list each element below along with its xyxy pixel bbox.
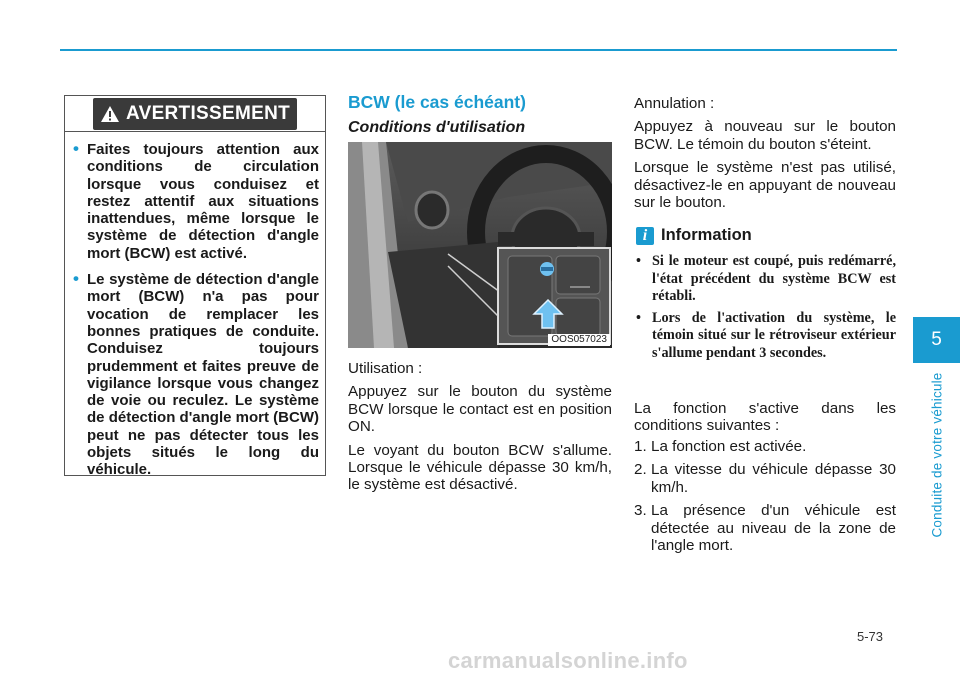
usage-label: Utilisation :	[348, 360, 423, 377]
warning-list	[73, 141, 319, 488]
info-item	[636, 310, 896, 363]
warning-item	[73, 141, 319, 262]
condition-number: 2.	[634, 461, 647, 479]
condition-number: 3.	[634, 502, 647, 520]
usage-paragraph-1: Appuyez sur le bouton du système BCW lorsque le contact est en position ON.	[348, 383, 612, 436]
conditions-list	[634, 438, 896, 560]
cancel-paragraph-1: Appuyez à nouveau sur le bouton BCW. Le témoin du bouton s'éteint.	[634, 118, 896, 153]
chapter-tab: 5	[913, 317, 960, 363]
bullet-icon: •	[73, 139, 79, 158]
condition-text: La fonction est activée.	[651, 438, 807, 455]
info-title: Information	[661, 226, 752, 244]
top-rule	[60, 49, 897, 51]
image-code: OOS057023	[548, 334, 610, 346]
watermark: carmanualsonline.info	[448, 648, 688, 673]
cancel-label: Annulation :	[634, 95, 715, 112]
bullet-icon: •	[636, 309, 641, 326]
warning-box	[64, 95, 326, 479]
page-number: 5-73	[857, 629, 884, 644]
warning-item-text: Faites toujours attention aux conditions de circulation lorsque vous conduisez et restez attentif aux situations inattendues, même lorsque le système de détection d'angle mort (BCW) est activé.	[87, 141, 319, 262]
condition-item	[634, 502, 896, 554]
info-icon: i	[636, 227, 654, 245]
cancel-paragraph-2: Lorsque le système n'est pas utilisé, désactivez-le en appuyant de nouveau sur le bouton.	[634, 159, 896, 212]
section-subtitle: Conditions d'utilisation	[348, 119, 526, 136]
usage-block	[348, 360, 612, 494]
condition-item	[634, 438, 896, 455]
usage-paragraph-2: Le voyant du bouton BCW s'allume. Lorsque le véhicule dépasse 30 km/h, le système est désactivé.	[348, 441, 612, 494]
bullet-icon: •	[636, 253, 641, 269]
warning-title-tab	[93, 98, 297, 130]
bullet-icon: •	[73, 269, 79, 289]
warning-item	[73, 271, 319, 479]
info-item-text: Lors de l'activation du système, le témoin situé sur le rétroviseur extérieur s'allume pendant 3 secondes.	[652, 309, 896, 361]
info-list	[636, 253, 896, 367]
conditions-intro: La fonction s'active dans les conditions suivantes :	[634, 400, 896, 435]
info-item-text: Si le moteur est coupé, puis redémarré, l'état précédent du système BCW est rétabli.	[652, 253, 896, 305]
condition-text: La vitesse du véhicule dépasse 30 km/h.	[651, 461, 896, 496]
info-header	[636, 226, 752, 245]
chapter-title: Conduite de votre véhicule	[929, 372, 945, 538]
cancel-block	[634, 95, 896, 211]
condition-item	[634, 461, 896, 496]
warning-triangle-icon	[100, 105, 120, 123]
dashboard-illustration	[348, 142, 612, 348]
section-title: BCW (le cas échéant)	[348, 92, 526, 112]
warning-divider	[65, 131, 325, 132]
warning-title: AVERTISSEMENT	[125, 103, 290, 124]
info-item	[636, 253, 896, 306]
dashboard-photo	[348, 142, 612, 348]
condition-text: La présence d'un véhicule est détectée au niveau de la zone de l'angle mort.	[651, 502, 896, 555]
warning-item-text: Le système de détection d'angle mort (BCW) n'a pas pour vocation de remplacer les bonnes pratiques de conduite. Conduisez toujours prudemment et faites preuve de vigilance lorsque vous changez de voie ou reculez. Le système de détection d'angle mort (BCW) peut ne pas détecter tous les objets situés le long du véhicule.	[87, 271, 319, 479]
warning-header	[65, 96, 325, 132]
condition-number: 1.	[634, 438, 647, 455]
